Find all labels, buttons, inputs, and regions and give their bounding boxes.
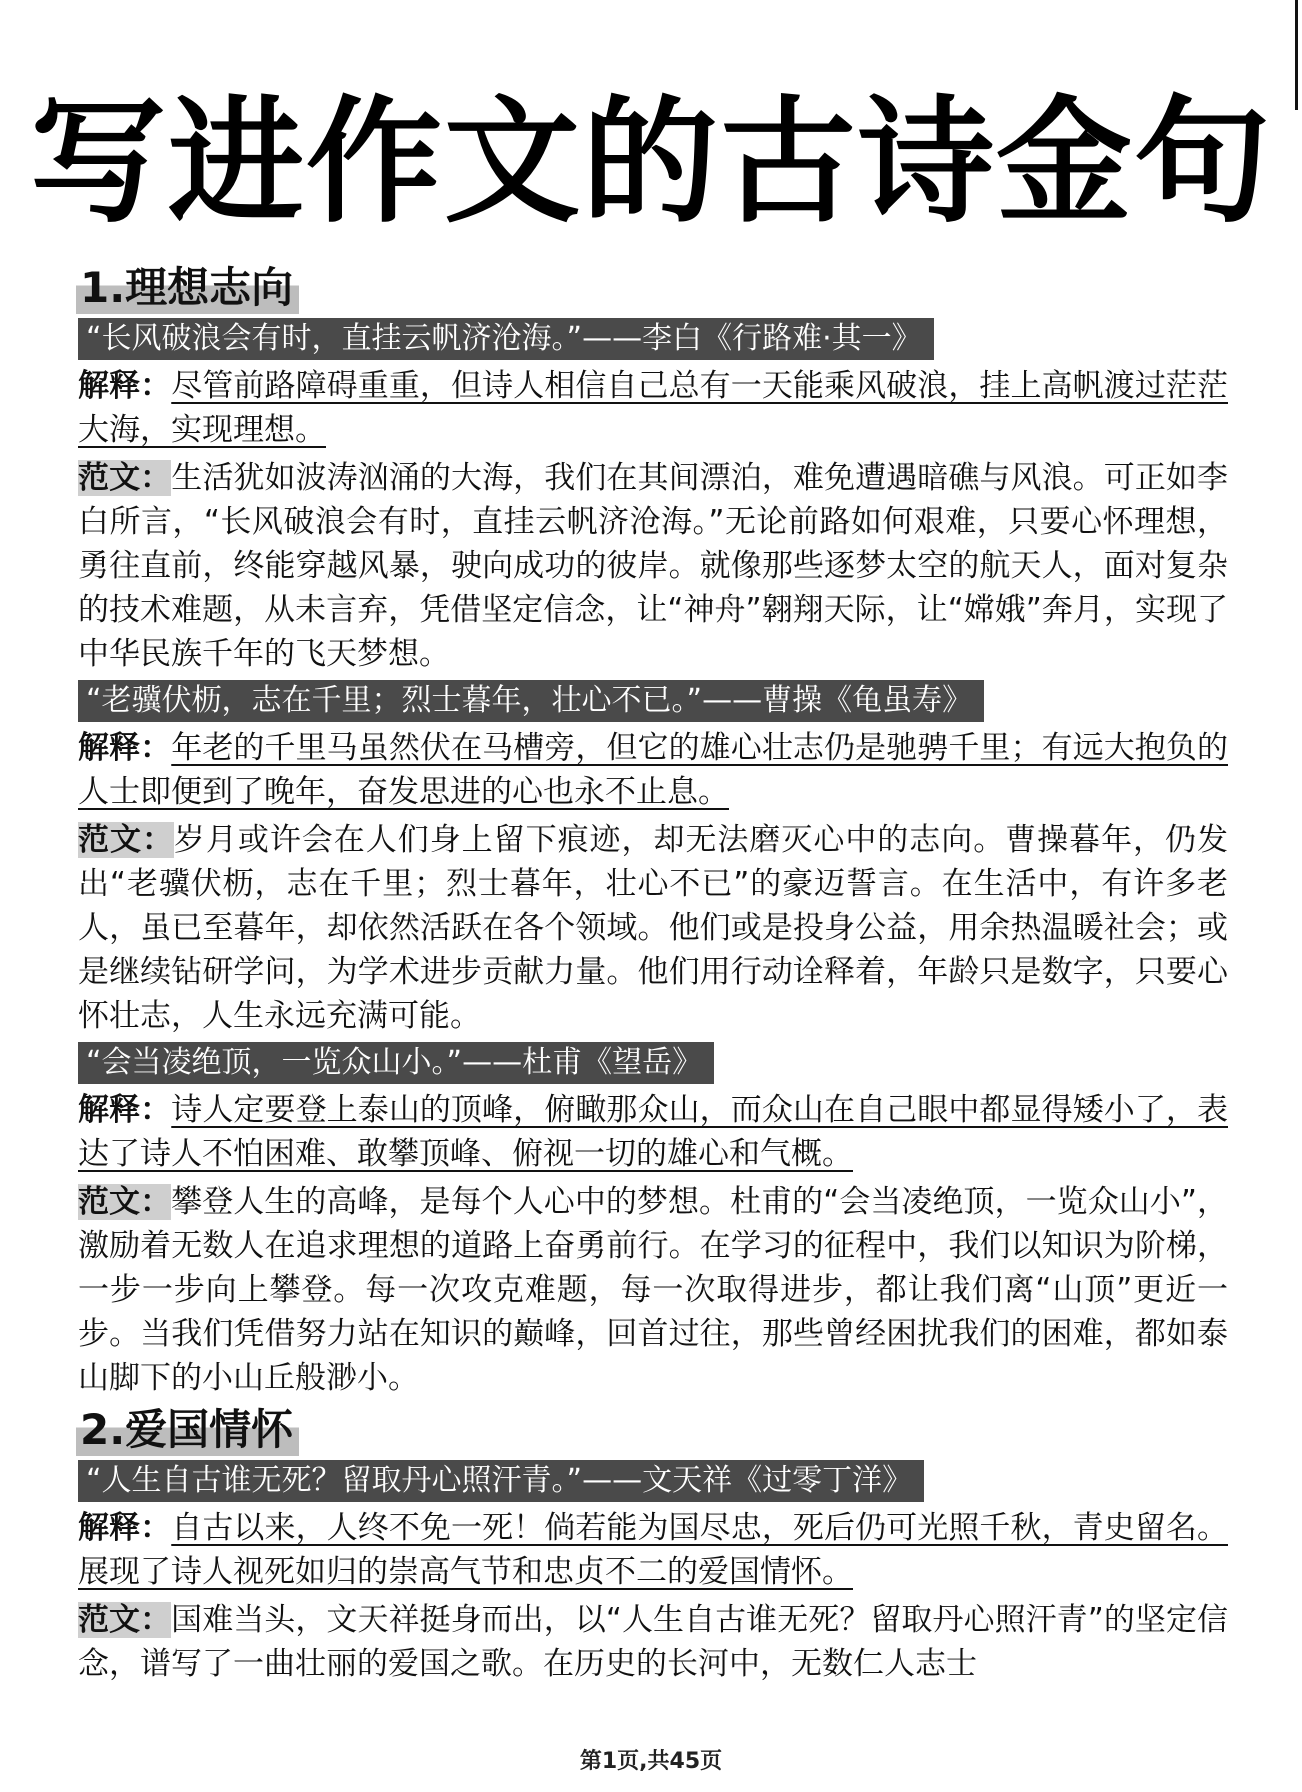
explanation-label: 解释： <box>78 368 172 404</box>
example-paragraph <box>78 1598 1228 1686</box>
explanation-label: 解释： <box>78 1092 172 1128</box>
explanation-text: 诗人定要登上泰山的顶峰，俯瞰那众山，而众山在自己眼中都显得矮小了，表达了诗人不怕困难、敢攀顶峰、俯视一切的雄心和气概。 <box>78 1092 1228 1172</box>
explanation-text: 尽管前路障碍重重，但诗人相信自己总有一天能乘风破浪，挂上高帆渡过茫茫大海，实现理想。 <box>78 368 1228 448</box>
example-paragraph <box>78 818 1228 1038</box>
explanation-paragraph <box>78 1506 1228 1594</box>
example-text: 国难当头，文天祥挺身而出，以“人生自古谁无死？留取丹心照汗青”的坚定信念，谱写了一曲壮丽的爱国之歌。在历史的长河中，无数仁人志士 <box>78 1602 1228 1682</box>
page-title: 写进作文的古诗金句 <box>30 84 1272 242</box>
quote-banner: “人生自古谁无死？留取丹心照汗青。”——文天祥《过零丁洋》 <box>78 1460 924 1502</box>
example-text: 攀登人生的高峰，是每个人心中的梦想。杜甫的“会当凌绝顶，一览众山小”，激励着无数人在追求理想的道路上奋勇前行。在学习的征程中，我们以知识为阶梯，一步一步向上攀登。每一次攻克难题，每一次取得进步，都让我们离“山顶”更近一步。当我们凭借努力站在知识的巅峰，回首过往，那些曾经困扰我们的困难，都如泰山脚下的小山丘般渺小。 <box>78 1184 1228 1396</box>
explanation-label: 解释： <box>78 730 172 766</box>
entry <box>78 680 1228 1038</box>
explanation-paragraph <box>78 364 1228 452</box>
explanation-label: 解释： <box>78 1510 172 1546</box>
main-content <box>78 262 1228 1690</box>
example-label: 范文： <box>78 1602 172 1638</box>
explanation-text: 年老的千里马虽然伏在马槽旁，但它的雄心壮志仍是驰骋千里；有远大抱负的人士即便到了晚年，奋发思进的心也永不止息。 <box>78 730 1228 810</box>
explanation-paragraph <box>78 1088 1228 1176</box>
example-label: 范文： <box>78 460 172 496</box>
entry <box>78 1460 1228 1686</box>
section-heading: 2.爱国情怀 <box>76 1404 299 1456</box>
entry <box>78 318 1228 676</box>
explanation-text: 自古以来，人终不免一死！倘若能为国尽忠，死后仍可光照千秋，青史留名。展现了诗人视死如归的崇高气节和忠贞不二的爱国情怀。 <box>78 1510 1228 1590</box>
example-label: 范文： <box>78 1184 172 1220</box>
page-number: 第1页,共45页 <box>579 1749 723 1774</box>
example-text: 生活犹如波涛汹涌的大海，我们在其间漂泊，难免遭遇暗礁与风浪。可正如李白所言，“长风破浪会有时，直挂云帆济沧海。”无论前路如何艰难，只要心怀理想，勇往直前，终能穿越风暴，驶向成功的彼岸。就像那些逐梦太空的航天人，面对复杂的技术难题，从未言弃，凭借坚定信念，让“神舟”翱翔天际，让“嫦娥”奔月，实现了中华民族千年的飞天梦想。 <box>78 460 1228 672</box>
quote-banner: “长风破浪会有时，直挂云帆济沧海。”——李白《行路难·其一》 <box>78 318 934 360</box>
explanation-paragraph <box>78 726 1228 814</box>
quote-banner: “老骥伏枥，志在千里；烈士暮年，壮心不已。”——曹操《龟虽寿》 <box>78 680 984 722</box>
example-label: 范文： <box>78 822 174 858</box>
example-paragraph <box>78 1180 1228 1400</box>
example-text: 岁月或许会在人们身上留下痕迹，却无法磨灭心中的志向。曹操暮年，仍发出“老骥伏枥，志在千里；烈士暮年，壮心不已”的豪迈誓言。在生活中，有许多老人，虽已至暮年，却依然活跃在各个领域。他们或是投身公益，用余热温暖社会；或是继续钻研学问，为学术进步贡献力量。他们用行动诠释着，年龄只是数字，只要心怀壮志，人生永远充满可能。 <box>78 822 1229 1034</box>
quote-banner: “会当凌绝顶，一览众山小。”——杜甫《望岳》 <box>78 1042 714 1084</box>
example-paragraph <box>78 456 1228 676</box>
section-heading: 1.理想志向 <box>76 262 299 314</box>
entry <box>78 1042 1228 1400</box>
